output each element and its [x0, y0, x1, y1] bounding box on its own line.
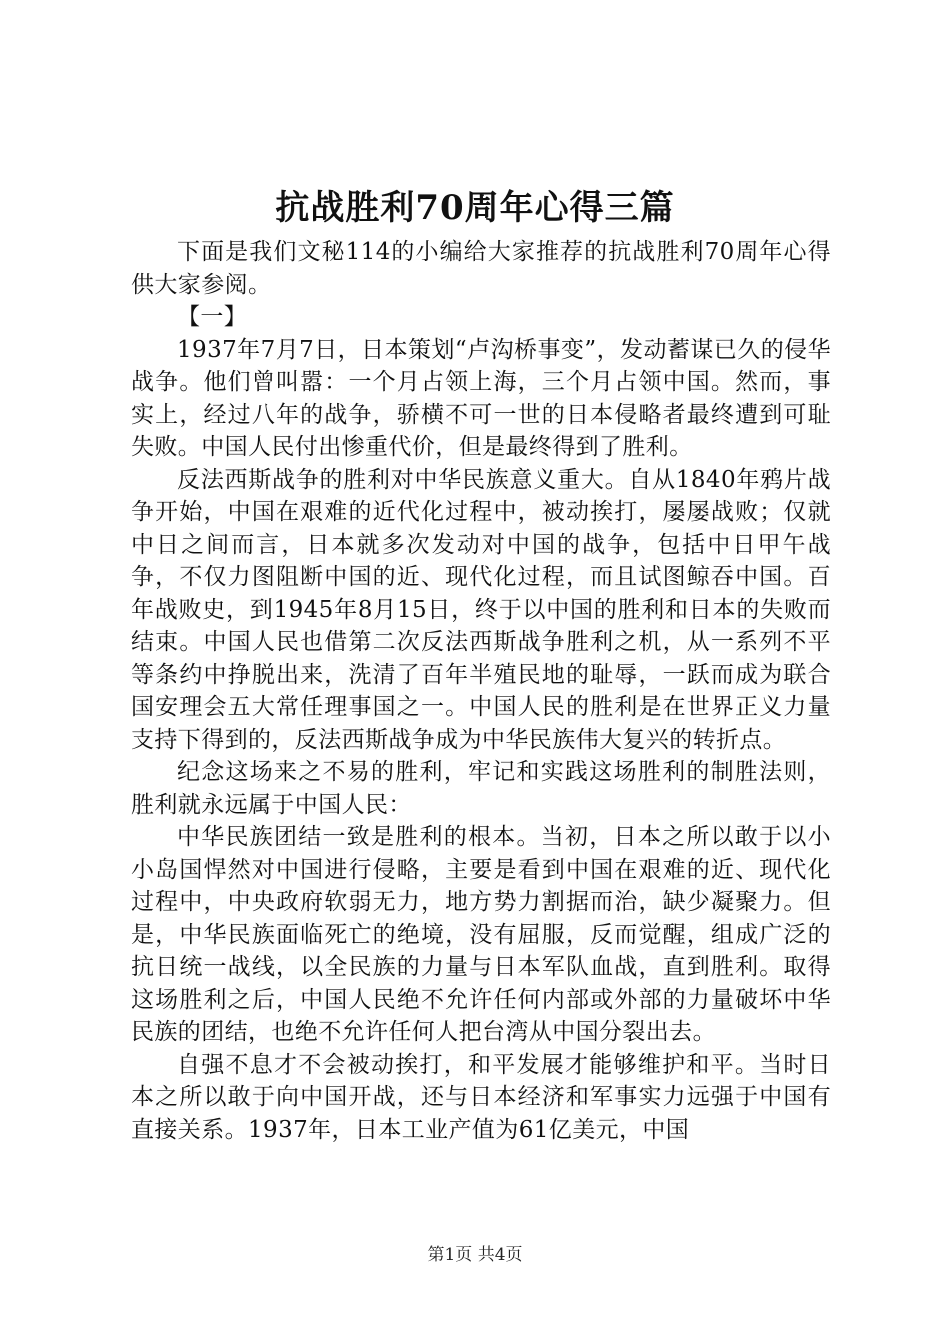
section-heading: 【一】 — [177, 304, 248, 330]
body-paragraph: 纪念这场来之不易的胜利，牢记和实践这场胜利的制胜法则，胜利就永远属于中国人民： — [131, 759, 831, 818]
body-paragraph: 反法西斯战争的胜利对中华民族意义重大。自从1840年鸦片战争开始，中国在艰难的近代化过程中，被动挨打，屡屡战败；仅就中日之间而言，日本就多次发动对中国的战争，包括中日甲午战争，不仅力图阻断中国的近、现代化过程，而且试图鲸吞中国。百年战败史，到1945年8月15日，终于以中国的胜利和日本的失败而结束。中国人民也借第二次反法西斯战争胜利之机，从一系列不平等条约中挣脱出来，洗清了百年半殖民地的耻辱，一跃而成为联合国安理会五大常任理事国之一。中国人民的胜利是在世界正义力量支持下得到的，反法西斯战争成为中华民族伟大复兴的转折点。 — [131, 466, 831, 753]
body-paragraph: 1937年7月7日，日本策划“卢沟桥事变”，发动蓄谋已久的侵华战争。他们曾叫嚣：一个月占领上海，三个月占领中国。然而，事实上，经过八年的战争，骄横不可一世的日本侵略者最终遭到可耻失败。中国人民付出惨重代价，但是最终得到了胜利。 — [131, 336, 831, 460]
body-paragraph: 自强不息才不会被动挨打，和平发展才能够维护和平。当时日本之所以敢于向中国开战，还与日本经济和军事实力远强于中国有直接关系。1937年，日本工业产值为61亿美元，中国 — [131, 1051, 831, 1143]
document-body — [131, 236, 831, 1146]
page-footer: 第1页 共4页 — [427, 1245, 523, 1265]
body-paragraph: 中华民族团结一致是胜利的根本。当初，日本之所以敢于以小小岛国悍然对中国进行侵略，主要是看到中国在艰难的近、现代化过程中，中央政府软弱无力，地方势力割据而治，缺少凝聚力。但是，中华民族面临死亡的绝境，没有屈服，反而觉醒，组成广泛的抗日统一战线，以全民族的力量与日本军队血战，直到胜利。取得这场胜利之后，中国人民绝不允许任何内部或外部的力量破坏中华民族的团结，也绝不允许任何人把台湾从中国分裂出去。 — [131, 824, 831, 1045]
document-title: 抗战胜利70周年心得三篇 — [275, 188, 675, 228]
intro-paragraph: 下面是我们文秘114的小编给大家推荐的抗战胜利70周年心得供大家参阅。 — [131, 239, 831, 298]
